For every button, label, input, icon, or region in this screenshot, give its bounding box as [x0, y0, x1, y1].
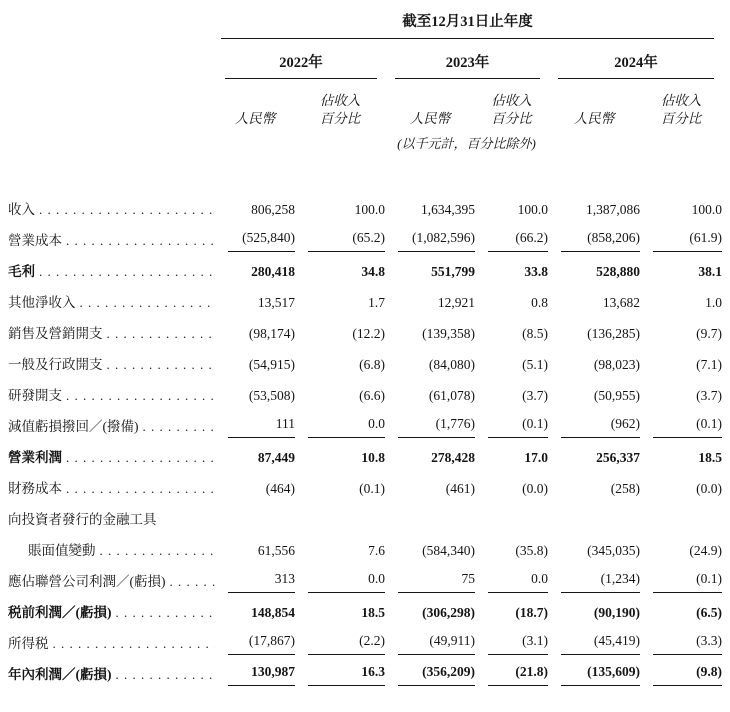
- row-label: 營業成本: [8, 233, 62, 249]
- row-label: 收入: [8, 202, 35, 218]
- cell-value: 17.0: [524, 450, 548, 466]
- cell-value: (0.0): [522, 481, 548, 497]
- row-label: 營業利潤: [8, 450, 62, 466]
- value-cell: [385, 624, 475, 655]
- column-header-rmb: 人民幣: [409, 110, 451, 126]
- cell-value: 256,337: [596, 450, 640, 466]
- cell-value: 100.0: [691, 202, 723, 218]
- label-column-spacer: [8, 10, 215, 39]
- cell-value: (136,285): [587, 326, 640, 342]
- cell-value: (0.1): [359, 481, 385, 497]
- cell-value: 1,634,395: [421, 202, 475, 218]
- row-label-cell: [8, 469, 215, 500]
- value-cell: [215, 345, 295, 376]
- value-cell: [385, 345, 475, 376]
- value-cell: [215, 562, 295, 593]
- value-cell: [548, 252, 640, 283]
- cell-value: (8.5): [522, 326, 548, 342]
- value-cell: [215, 469, 295, 500]
- table-row: [8, 314, 722, 345]
- value-cell: [215, 531, 295, 562]
- value-cell: [385, 376, 475, 407]
- row-label: 毛利: [8, 264, 35, 280]
- cell-value: (0.1): [653, 416, 722, 438]
- value-cell: [548, 376, 640, 407]
- row-label-cell: [8, 655, 215, 686]
- cell-value: (66.2): [488, 230, 548, 252]
- cell-value: (24.9): [689, 543, 723, 559]
- row-label-cell: [8, 593, 215, 624]
- table-row: [8, 345, 722, 376]
- cell-value: (3.7): [522, 388, 548, 404]
- table-row: [8, 624, 722, 655]
- cell-value: (2.2): [308, 633, 385, 655]
- dot-leader: [116, 667, 216, 683]
- column-header-rmb: 人民幣: [234, 110, 276, 126]
- value-cell: [548, 469, 640, 500]
- value-cell: [215, 314, 295, 345]
- value-cell: [295, 283, 385, 314]
- value-cell: [640, 376, 722, 407]
- cell-value: 148,854: [251, 605, 295, 621]
- cell-value: (962): [561, 416, 640, 438]
- value-cell: [475, 655, 548, 686]
- value-cell: [295, 562, 385, 593]
- unit-note: (以千元計，百分比除外): [397, 136, 536, 152]
- value-cell: [295, 314, 385, 345]
- cell-value: (6.8): [359, 357, 385, 373]
- value-cell: [215, 655, 295, 686]
- cell-value: 0.0: [488, 571, 548, 593]
- dot-leader: [116, 605, 216, 621]
- cell-value: (584,340): [422, 543, 475, 559]
- cell-value: (9.8): [653, 664, 722, 686]
- cell-value: (135,609): [561, 664, 640, 686]
- table-row: [8, 531, 722, 562]
- year-header-2023: 2023年: [385, 39, 548, 79]
- row-label: 研發開支: [8, 388, 62, 404]
- value-cell: [475, 407, 548, 438]
- cell-value: 38.1: [698, 264, 723, 280]
- cell-value: (1,776): [398, 416, 475, 438]
- value-cell: [295, 252, 385, 283]
- cell-value: 0.0: [308, 416, 385, 438]
- value-cell: [640, 252, 722, 283]
- cell-value: (90,190): [593, 605, 640, 621]
- value-cell: [640, 655, 722, 686]
- cell-value: (139,358): [422, 326, 475, 342]
- dot-leader: [170, 574, 216, 590]
- cell-value: (7.1): [696, 357, 723, 373]
- cell-value: (345,035): [587, 543, 640, 559]
- cell-value: (98,174): [248, 326, 295, 342]
- cell-value: (306,298): [422, 605, 475, 621]
- cell-value: 61,556: [257, 543, 295, 559]
- value-cell: [475, 624, 548, 655]
- cell-value: 12,921: [437, 295, 475, 311]
- value-cell: [215, 190, 295, 221]
- value-cell: [215, 438, 295, 469]
- cell-value: 100.0: [517, 202, 548, 218]
- row-label-cell: [8, 345, 215, 376]
- cell-value: (98,023): [593, 357, 640, 373]
- row-label-cell: [8, 376, 215, 407]
- value-cell: [640, 407, 722, 438]
- cell-value: (356,209): [398, 664, 475, 686]
- dot-leader: [39, 264, 215, 280]
- cell-value: 33.8: [524, 264, 548, 280]
- value-cell: [548, 531, 640, 562]
- row-label: 減值虧損撥回／(撥備): [8, 419, 139, 435]
- value-cell: [385, 438, 475, 469]
- table-row: [8, 500, 722, 531]
- year-header-2022: 2022年: [215, 39, 385, 79]
- dot-leader: [66, 233, 215, 249]
- cell-value: 75: [398, 571, 475, 593]
- cell-value: 13,682: [602, 295, 640, 311]
- dot-leader: [53, 636, 216, 652]
- value-cell: [475, 593, 548, 624]
- value-cell: [215, 283, 295, 314]
- cell-value: 18.5: [698, 450, 723, 466]
- row-label-cell: [8, 500, 215, 531]
- table-row: [8, 593, 722, 624]
- value-cell: [548, 500, 640, 531]
- cell-value: 100.0: [354, 202, 385, 218]
- dot-leader: [80, 295, 216, 311]
- table-row: [8, 252, 722, 283]
- value-cell: [548, 221, 640, 252]
- column-header-pct-line2: 百分比: [319, 110, 361, 126]
- dot-leader: [107, 357, 216, 373]
- value-cell: [548, 190, 640, 221]
- cell-value: (1,082,596): [398, 230, 475, 252]
- cell-value: 7.6: [368, 543, 385, 559]
- value-cell: [640, 283, 722, 314]
- column-header-pct-line2: 百分比: [660, 110, 702, 126]
- row-label-cell: [8, 407, 215, 438]
- value-cell: [475, 469, 548, 500]
- cell-value: 10.8: [361, 450, 385, 466]
- value-cell: [295, 190, 385, 221]
- value-cell: [475, 190, 548, 221]
- value-cell: [295, 593, 385, 624]
- row-label-cell: [8, 314, 215, 345]
- cell-value: (65.2): [308, 230, 385, 252]
- dot-leader: [66, 388, 215, 404]
- value-cell: [475, 221, 548, 252]
- value-cell: [475, 438, 548, 469]
- table-row: [8, 190, 722, 221]
- cell-value: 13,517: [257, 295, 295, 311]
- value-cell: [475, 376, 548, 407]
- unit-note-cell: [385, 126, 548, 152]
- dot-leader: [66, 450, 215, 466]
- value-cell: [385, 221, 475, 252]
- value-cell: [215, 376, 295, 407]
- value-cell: [385, 252, 475, 283]
- value-cell: [548, 593, 640, 624]
- row-label-cell: [8, 283, 215, 314]
- value-cell: [295, 438, 385, 469]
- value-cell: [640, 190, 722, 221]
- cell-value: 18.5: [361, 605, 385, 621]
- value-cell: [475, 345, 548, 376]
- value-cell: [295, 655, 385, 686]
- value-cell: [295, 407, 385, 438]
- cell-value: 806,258: [251, 202, 295, 218]
- column-header-pct-line1: 佔收入: [319, 93, 361, 108]
- cell-value: 130,987: [228, 664, 295, 686]
- cell-value: (6.5): [696, 605, 723, 621]
- value-cell: [385, 469, 475, 500]
- value-cell: [385, 500, 475, 531]
- cell-value: 1,387,086: [586, 202, 640, 218]
- row-label: 一般及行政開支: [8, 357, 103, 373]
- cell-value: (6.6): [359, 388, 385, 404]
- value-cell: [640, 469, 722, 500]
- value-cell: [640, 438, 722, 469]
- cell-value: 0.0: [308, 571, 385, 593]
- cell-value: (464): [265, 481, 295, 497]
- cell-value: 16.3: [308, 664, 385, 686]
- cell-value: (12.2): [352, 326, 385, 342]
- row-label: 其他淨收入: [8, 295, 76, 311]
- cell-value: (0.1): [488, 416, 548, 438]
- value-cell: [295, 221, 385, 252]
- value-cell: [475, 531, 548, 562]
- cell-value: 280,418: [251, 264, 295, 280]
- value-cell: [385, 655, 475, 686]
- row-label-cell: [8, 438, 215, 469]
- column-header-pct-line1: 佔收入: [660, 93, 702, 108]
- value-cell: [385, 407, 475, 438]
- table-row: [8, 376, 722, 407]
- cell-value: 87,449: [257, 450, 295, 466]
- cell-value: (35.8): [515, 543, 548, 559]
- column-header-pct-line2: 百分比: [491, 110, 532, 126]
- dot-leader: [66, 481, 215, 497]
- table-row: [8, 655, 722, 686]
- row-label-cell: [8, 190, 215, 221]
- cell-value: 1.7: [368, 295, 385, 311]
- value-cell: [640, 531, 722, 562]
- table-row: [8, 283, 722, 314]
- value-cell: [215, 624, 295, 655]
- cell-value: (50,955): [593, 388, 640, 404]
- cell-value: (49,911): [398, 633, 475, 655]
- row-label: 應佔聯營公司利潤／(虧損): [8, 574, 166, 590]
- cell-value: (258): [610, 481, 640, 497]
- value-cell: [295, 624, 385, 655]
- row-label: 賬面值變動: [28, 543, 96, 559]
- row-label: 向投資者發行的金融工具: [8, 512, 157, 528]
- row-label: 所得税: [8, 636, 49, 652]
- value-cell: [385, 190, 475, 221]
- row-label: 銷售及營銷開支: [8, 326, 103, 342]
- value-cell: [640, 314, 722, 345]
- value-cell: [295, 376, 385, 407]
- value-cell: [215, 500, 295, 531]
- dot-leader: [143, 419, 216, 435]
- cell-value: (0.1): [653, 571, 722, 593]
- value-cell: [548, 655, 640, 686]
- value-cell: [475, 562, 548, 593]
- table-title: 截至12月31日止年度: [221, 10, 714, 39]
- value-cell: [385, 593, 475, 624]
- value-cell: [295, 500, 385, 531]
- row-label-cell: [8, 221, 215, 252]
- cell-value: (0.0): [696, 481, 723, 497]
- value-cell: [640, 624, 722, 655]
- cell-value: (3.7): [696, 388, 723, 404]
- table-title-cell: [215, 10, 722, 39]
- cell-value: 111: [228, 416, 295, 438]
- cell-value: 313: [228, 571, 295, 593]
- row-label: 年內利潤／(虧損): [8, 667, 112, 683]
- value-cell: [548, 438, 640, 469]
- row-label-cell: [8, 531, 215, 562]
- cell-value: (54,915): [248, 357, 295, 373]
- cell-value: (84,080): [428, 357, 475, 373]
- column-header-rmb: 人民幣: [573, 110, 615, 126]
- value-cell: [640, 345, 722, 376]
- value-cell: [548, 407, 640, 438]
- value-cell: [215, 593, 295, 624]
- row-label-cell: [8, 624, 215, 655]
- value-cell: [295, 469, 385, 500]
- value-cell: [475, 500, 548, 531]
- cell-value: 1.0: [705, 295, 723, 311]
- value-cell: [295, 531, 385, 562]
- value-cell: [548, 624, 640, 655]
- cell-value: (61,078): [428, 388, 475, 404]
- cell-value: (3.3): [653, 633, 722, 655]
- cell-value: (18.7): [515, 605, 548, 621]
- income-statement-table: [8, 10, 722, 686]
- cell-value: (53,508): [248, 388, 295, 404]
- value-cell: [215, 407, 295, 438]
- value-cell: [385, 283, 475, 314]
- cell-value: 528,880: [596, 264, 640, 280]
- column-header-pct-line1: 佔收入: [491, 93, 532, 108]
- value-cell: [548, 283, 640, 314]
- cell-value: (45,419): [561, 633, 640, 655]
- table-row: [8, 407, 722, 438]
- value-cell: [215, 221, 295, 252]
- cell-value: 278,428: [431, 450, 475, 466]
- cell-value: (1,234): [561, 571, 640, 593]
- value-cell: [640, 221, 722, 252]
- value-cell: [548, 314, 640, 345]
- table-row: [8, 221, 722, 252]
- value-cell: [640, 593, 722, 624]
- value-cell: [548, 345, 640, 376]
- value-cell: [475, 283, 548, 314]
- value-cell: [385, 562, 475, 593]
- cell-value: (525,840): [228, 230, 295, 252]
- row-label: 財務成本: [8, 481, 62, 497]
- table-row: [8, 438, 722, 469]
- table-row: [8, 469, 722, 500]
- cell-value: (5.1): [522, 357, 548, 373]
- cell-value: (61.9): [653, 230, 722, 252]
- cell-value: (21.8): [488, 664, 548, 686]
- value-cell: [640, 562, 722, 593]
- value-cell: [475, 314, 548, 345]
- cell-value: (17,867): [228, 633, 295, 655]
- row-label: 税前利潤／(虧損): [8, 605, 112, 621]
- dot-leader: [39, 202, 215, 218]
- cell-value: 551,799: [431, 264, 475, 280]
- dot-leader: [100, 543, 216, 559]
- value-cell: [385, 314, 475, 345]
- value-cell: [385, 531, 475, 562]
- cell-value: 34.8: [361, 264, 385, 280]
- cell-value: (3.1): [488, 633, 548, 655]
- value-cell: [640, 500, 722, 531]
- value-cell: [475, 252, 548, 283]
- cell-value: (9.7): [696, 326, 723, 342]
- row-label-cell: [8, 252, 215, 283]
- cell-value: (461): [445, 481, 475, 497]
- year-header-2024: 2024年: [548, 39, 722, 79]
- table-row: [8, 562, 722, 593]
- cell-value: 0.8: [531, 295, 548, 311]
- value-cell: [548, 562, 640, 593]
- value-cell: [295, 345, 385, 376]
- row-label-cell: [8, 562, 215, 593]
- dot-leader: [107, 326, 216, 342]
- value-cell: [215, 252, 295, 283]
- cell-value: (858,206): [561, 230, 640, 252]
